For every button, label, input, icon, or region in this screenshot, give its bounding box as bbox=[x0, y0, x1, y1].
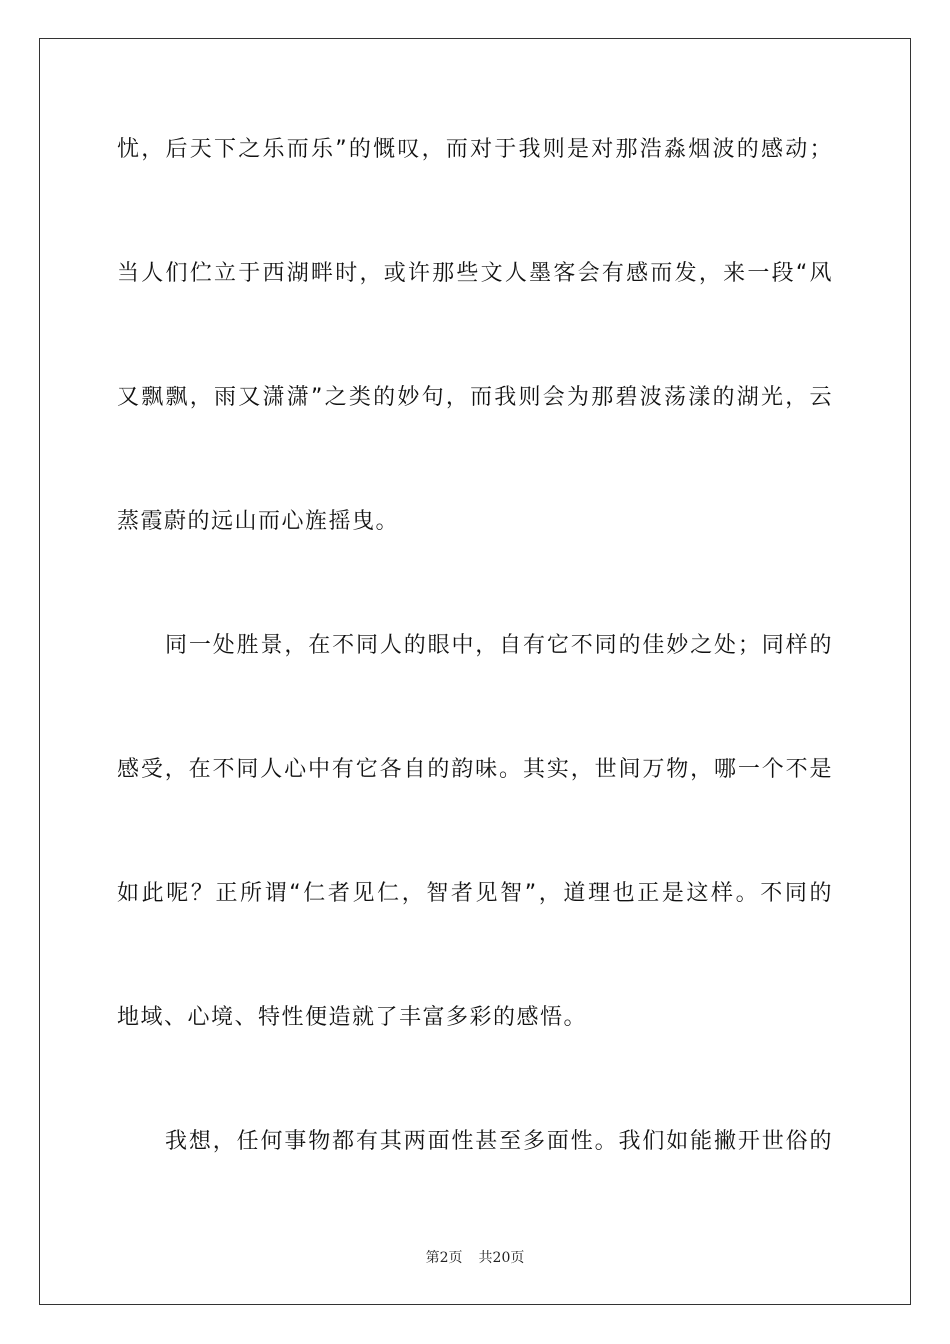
page-border bbox=[39, 38, 911, 1305]
page-footer bbox=[0, 1247, 950, 1267]
text-line: 地域、心境、特性便造就了丰富多彩的感悟。 bbox=[117, 1005, 588, 1030]
text-line: 我想，任何事物都有其两面性甚至多面性。我们如能撇开世俗的 bbox=[165, 1129, 833, 1154]
page-total: 共20页 bbox=[478, 1250, 525, 1266]
page-number: 第2页 bbox=[425, 1250, 463, 1266]
text-line: 蒸霞蔚的远山而心旌摇曳。 bbox=[117, 509, 400, 534]
text-line: 忧，后天下之乐而乐”的慨叹，而对于我则是对那浩淼烟波的感动； bbox=[117, 137, 833, 162]
text-line: 如此呢？正所谓“仁者见仁，智者见智”，道理也正是这样。不同的 bbox=[117, 881, 833, 906]
text-line: 当人们伫立于西湖畔时，或许那些文人墨客会有感而发，来一段“风 bbox=[117, 261, 833, 286]
text-line: 又飘飘，雨又潇潇”之类的妙句，而我则会为那碧波荡漾的湖光，云 bbox=[117, 385, 833, 410]
text-line: 感受，在不同人心中有它各自的韵味。其实，世间万物，哪一个不是 bbox=[117, 757, 833, 782]
text-line: 同一处胜景，在不同人的眼中，自有它不同的佳妙之处；同样的 bbox=[165, 633, 833, 658]
